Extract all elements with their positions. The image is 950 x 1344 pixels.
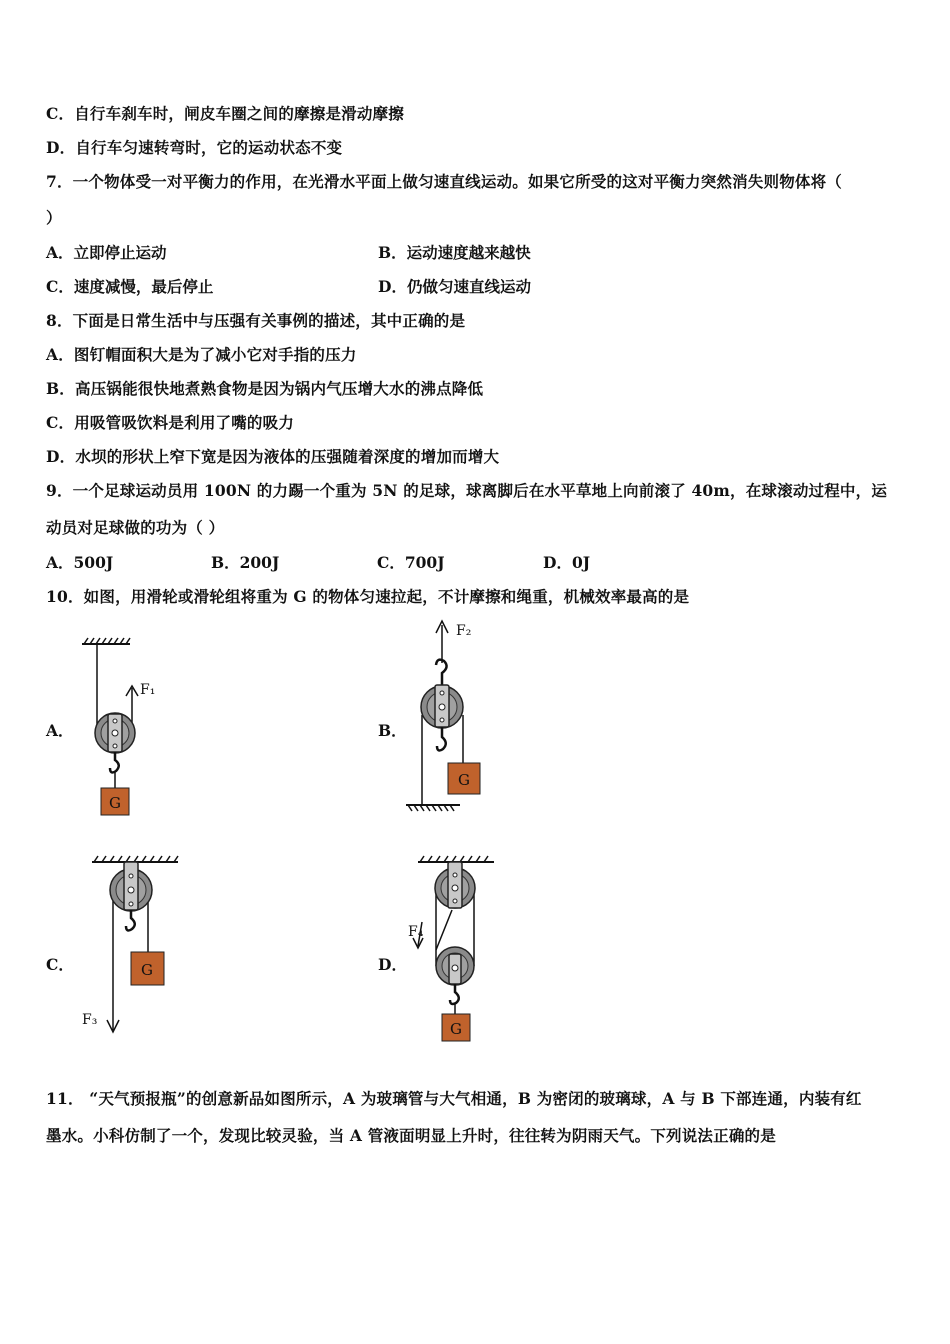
figure-c-fixed-pulley (76, 848, 196, 1038)
figure-b-force-label: F₂ (456, 623, 472, 639)
figure-d-pulley-block (400, 850, 510, 1050)
q9-option-b: B．200J (211, 553, 280, 572)
figure-b-fixed-pulley-inverted (400, 615, 510, 815)
q9-option-a: A．500J (46, 553, 114, 572)
figure-a-weight-label: G (109, 794, 121, 812)
figure-a-label: A． (46, 721, 74, 740)
q6-option-d: D．自行车匀速转弯时，它的运动状态不变 (46, 138, 343, 157)
q10-stem: 10．如图，用滑轮或滑轮组将重为 G 的物体匀速拉起，不计摩擦和绳重，机械效率最高的是 (46, 587, 690, 606)
q11-stem: 11． “天气预报瓶”的创意新品如图所示，A 为玻璃管与大气相通，B 为密闭的玻璃球，A 与 B 下部连通，内装有红 (46, 1089, 862, 1108)
q8-stem: 8．下面是日常生活中与压强有关事例的描述，其中正确的是 (46, 311, 466, 330)
q8-option-a: A．图钉帽面积大是为了减小它对手指的压力 (46, 345, 357, 364)
figure-a-force-label: F₁ (140, 682, 156, 698)
figure-c-label: C． (46, 955, 74, 974)
q7-stem: 7．一个物体受一对平衡力的作用，在光滑水平面上做匀速直线运动。如果它所受的这对平衡力突然消失则物体将（ (46, 172, 842, 191)
q7-option-b: B．运动速度越来越快 (378, 243, 531, 262)
q7-option-d: D．仍做匀速直线运动 (378, 277, 531, 296)
figure-c-weight-label: G (141, 961, 153, 979)
q8-option-c: C．用吸管吸饮料是利用了嘴的吸力 (46, 413, 295, 432)
q7-option-c: C．速度减慢，最后停止 (46, 277, 214, 296)
q7-option-a: A．立即停止运动 (46, 243, 167, 262)
figure-c-force-label: F₃ (82, 1012, 98, 1028)
figure-b-label: B． (378, 721, 407, 740)
figure-b-weight-label: G (458, 771, 470, 789)
q9-stem: 9．一个足球运动员用 100N 的力踢一个重为 5N 的足球，球离脚后在水平草地上向前滚了 40m，在球滚动过程中，运 (46, 481, 888, 500)
q9-option-d: D．0J (543, 553, 591, 572)
figure-d-label: D． (378, 955, 407, 974)
q11-stem-end: 墨水。小科仿制了一个，发现比较灵验，当 A 管液面明显上升时，往往转为阴雨天气。下列说法正确的是 (46, 1126, 776, 1145)
q7-stem-end: ） (46, 208, 62, 227)
q8-option-b: B．高压锅能很快地煮熟食物是因为锅内气压增大水的沸点降低 (46, 379, 484, 398)
figure-d-force-label: F₄ (408, 924, 424, 940)
q9-option-c: C．700J (377, 553, 445, 572)
figure-d-weight-label: G (450, 1020, 462, 1038)
figure-a-movable-pulley (70, 630, 180, 820)
q9-stem-end: 动员对足球做的功为（ ） (46, 518, 225, 537)
q6-option-c: C．自行车刹车时，闸皮车圈之间的摩擦是滑动摩擦 (46, 104, 404, 123)
q8-option-d: D．水坝的形状上窄下宽是因为液体的压强随着深度的增加而增大 (46, 447, 500, 466)
